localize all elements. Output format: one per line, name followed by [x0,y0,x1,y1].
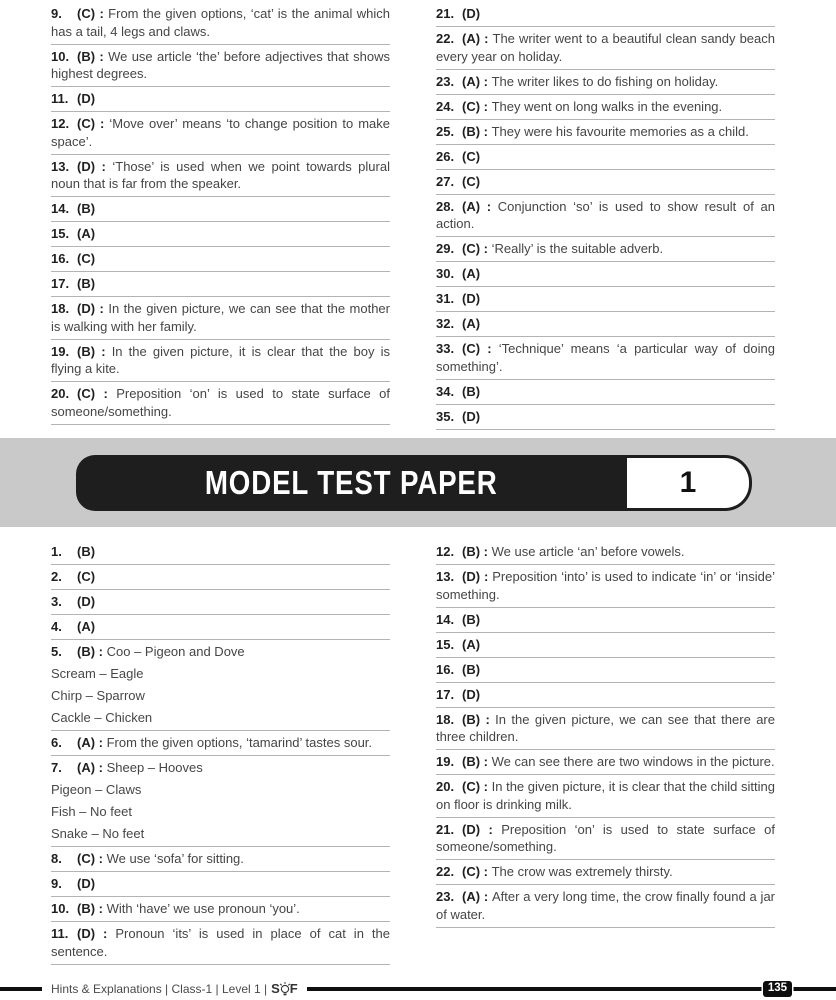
item-option: (C) [462,148,481,164]
item-number: 10. [51,48,70,64]
item-option: (A) [462,316,481,331]
answer-item [51,925,390,960]
answer-item [436,711,775,746]
item-number: 12. [51,116,70,131]
item-divider [436,94,775,95]
item-colon: : [480,889,492,904]
item-option: (C) [77,851,96,866]
item-divider [436,774,775,775]
item-text: ‘Those’ is used when we point towards plural noun that is far from the speaker. [51,158,390,191]
item-divider [436,632,775,633]
item-option: (B) [462,661,481,677]
answer-item [51,90,390,108]
item-colon: : [95,116,110,131]
item-option: (A) [462,636,481,652]
item-text: We use article ‘the’ before adjectives that shows highest degrees. [51,48,390,81]
answer-item [436,198,775,233]
item-option: (B) [77,343,96,359]
item-divider [436,69,775,70]
item-option: (C) [462,173,481,189]
answer-item [51,158,390,193]
item-number: 28. [436,198,455,214]
item-option: (D) [462,291,481,306]
item-option: (A) [77,735,96,750]
item-divider [51,589,390,590]
item-number: 23. [436,889,455,904]
item-number: 24. [436,98,455,114]
item-option: (B) [462,544,481,559]
item-text: With ‘have’ we use pronoun ‘you’. [106,901,300,916]
item-colon: : [480,73,492,89]
item-number: 9. [51,876,62,891]
item-colon: : [95,644,107,659]
bottom-left-column [51,543,390,968]
item-text: We use article ‘an’ before vowels. [491,544,685,559]
item-colon: : [480,779,492,794]
item-number: 7. [51,760,62,775]
item-divider [51,614,390,615]
item-divider [51,846,390,847]
bottom-answer-section [0,527,836,968]
answer-item [51,900,390,918]
item-divider [436,607,775,608]
banner-pill [76,455,752,511]
answer-item [436,661,775,679]
item-option: (C) [462,241,481,256]
item-option: (A) [77,226,96,241]
item-number: 18. [436,711,455,727]
item-option: (A) [77,760,96,775]
banner-title-area [76,455,627,511]
item-colon: : [480,711,496,727]
item-divider [51,44,390,45]
item-option: (C) [462,98,481,114]
item-colon: : [95,48,109,64]
answer-item [436,148,775,166]
item-number: 21. [436,6,455,21]
item-divider [436,261,775,262]
item-text: They were his favourite memories as a child. [491,123,749,139]
item-colon: : [95,343,112,359]
item-colon: : [480,754,492,769]
banner-number: 1 [679,465,697,499]
footer-rule-right [307,982,836,994]
item-text: They went on long walks in the evening. [491,98,723,114]
item-option: (A) [462,31,481,46]
item-number: 17. [51,276,70,291]
item-colon: : [95,158,113,174]
answer-item [51,593,390,611]
item-number: 1. [51,544,62,559]
answer-item [436,778,775,813]
answer-item [51,5,390,40]
item-number: 17. [436,686,455,702]
answer-item [436,408,775,426]
answer-item [436,240,775,258]
answer-item [436,753,775,771]
item-option: (A) [462,73,481,89]
item-option: (D) [462,686,481,702]
item-number: 8. [51,851,62,866]
item-option: (C) [77,569,96,584]
item-colon: : [480,123,492,139]
item-colon: : [480,864,492,879]
item-number: 35. [436,408,455,424]
item-number: 23. [436,73,455,89]
item-option: (C) [77,386,96,401]
item-text: Preposition ‘on’ is used to state surface of someone/something. [436,821,775,854]
item-text: Conjunction ‘so’ is used to show result of an action. [436,198,775,231]
item-option: (B) [462,123,481,139]
item-subline: Chirp – Sparrow [51,688,145,703]
item-option: (D) [77,158,96,174]
item-option: (D) [77,91,96,106]
answer-item [436,5,775,23]
item-colon: : [95,301,109,316]
answer-item [436,821,775,856]
item-divider [436,749,775,750]
item-divider [51,424,390,425]
item-number: 4. [51,619,62,634]
item-divider [51,196,390,197]
item-divider [51,639,390,640]
answer-item [51,568,390,586]
sof-logo [271,981,298,996]
item-option: (D) [77,301,96,316]
item-option: (A) [462,198,481,214]
item-colon: : [480,569,493,584]
item-divider [51,381,390,382]
item-divider [436,119,775,120]
answer-item [436,98,775,116]
sof-logo-s: S [271,981,280,996]
answer-item [51,200,390,218]
item-text: In the given picture, it is clear that the child sitting on floor is drinking milk. [436,779,775,812]
top-answer-section [0,0,836,438]
item-divider [436,564,775,565]
item-colon: : [480,241,492,256]
item-number: 12. [436,544,455,559]
item-colon: : [95,926,116,941]
page-number: 135 [767,982,787,994]
item-divider [436,884,775,885]
item-number: 33. [436,341,455,356]
item-option: (C) [462,864,481,879]
item-divider [51,296,390,297]
item-number: 19. [436,754,455,769]
item-divider [51,896,390,897]
item-option: (D) [462,821,481,837]
item-option: (B) [462,383,481,399]
item-subline: Snake – No feet [51,826,145,841]
answer-item [436,340,775,375]
item-divider [51,564,390,565]
item-divider [436,429,775,430]
item-number: 15. [436,636,455,652]
item-option: (A) [462,889,481,904]
item-colon: : [480,98,492,114]
item-divider [51,154,390,155]
item-divider [51,755,390,756]
item-colon: : [480,31,493,46]
item-option: (B) [77,544,96,559]
banner-title: MODEL TEST PAPER [205,463,498,501]
item-divider [51,964,390,965]
item-colon: : [95,6,109,21]
item-text: We use ‘sofa’ for sitting. [106,851,244,866]
item-number: 30. [436,266,455,281]
answer-item [51,875,390,893]
item-divider [436,817,775,818]
item-number: 6. [51,735,62,750]
item-text: From the given options, ‘tamarind’ tastes sour. [106,735,373,750]
item-text: Sheep – Hooves [106,760,203,775]
item-number: 14. [51,201,70,216]
answer-item [436,383,775,401]
item-number: 21. [436,821,455,837]
item-text: ‘Really’ is the suitable adverb. [491,241,664,256]
answer-item [51,48,390,83]
item-divider [436,144,775,145]
item-number: 34. [436,383,455,399]
item-text: Pronoun ‘its’ is used in place of cat in the sentence. [51,926,390,959]
item-number: 10. [51,901,70,916]
item-number: 13. [436,569,455,584]
answer-item [436,173,775,191]
item-number: 2. [51,569,62,584]
item-option: (B) [462,754,481,769]
sof-logo-f: F [289,981,298,996]
item-divider [436,26,775,27]
item-option: (A) [77,619,96,634]
item-colon: : [480,198,498,214]
answer-item [436,686,775,704]
item-divider [436,336,775,337]
item-text: The writer went to a beautiful clean sandy beach every year on holiday. [436,31,775,64]
item-number: 11. [51,91,69,106]
item-number: 20. [51,386,70,401]
answer-item [51,385,390,420]
item-divider [51,221,390,222]
item-option: (B) [77,201,96,216]
answer-item [51,759,390,843]
item-subline: Fish – No feet [51,804,132,819]
page-footer [0,981,836,996]
answer-item [51,343,390,378]
item-option: (B) [77,48,96,64]
item-number: 20. [436,779,455,794]
item-text: In the given picture, it is clear that the boy is flying a kite. [51,343,390,376]
item-number: 16. [51,251,70,266]
item-divider [51,271,390,272]
item-text: In the given picture, we can see that the mother is walking with her family. [51,301,390,334]
item-divider [51,339,390,340]
item-divider [436,657,775,658]
item-divider [51,921,390,922]
item-colon: : [480,821,502,837]
answer-item [51,543,390,561]
item-divider [51,246,390,247]
item-colon: : [480,544,492,559]
answer-item [436,73,775,91]
item-divider [51,871,390,872]
answer-item [51,115,390,150]
item-number: 26. [436,148,455,164]
item-divider [436,707,775,708]
item-number: 9. [51,6,62,21]
answer-item [51,618,390,636]
footer-rule-left [0,987,42,991]
item-colon: : [95,735,107,750]
item-number: 29. [436,241,455,256]
item-text: ‘Move over’ means ‘to change position to make space’. [51,116,390,149]
item-option: (B) [462,611,481,627]
item-text: The writer likes to do fishing on holiday. [491,73,719,89]
answer-item [436,123,775,141]
answer-item [436,30,775,65]
item-text: In the given picture, we can see that there are three children. [436,711,775,744]
item-colon: : [480,341,499,356]
item-text: After a very long time, the crow finally found a jar of water. [436,889,776,922]
item-option: (D) [462,6,481,21]
answer-item [436,636,775,654]
item-number: 25. [436,123,455,139]
item-divider [51,86,390,87]
item-divider [436,379,775,380]
answer-item [436,265,775,283]
answer-item [436,543,775,561]
footer-breadcrumb [42,981,307,996]
item-number: 22. [436,31,455,46]
item-text: From the given options, ‘cat’ is the animal which has a tail, 4 legs and claws. [51,6,390,39]
item-option: (D) [77,926,96,941]
item-option: (A) [462,266,481,281]
model-test-paper-banner [0,438,836,527]
item-divider [436,286,775,287]
item-text: ‘Technique’ means ‘a particular way of doing something’. [436,341,775,374]
item-number: 14. [436,611,455,627]
item-text: The crow was extremely thirsty. [491,864,673,879]
item-number: 27. [436,173,455,189]
answer-item [51,225,390,243]
item-number: 31. [436,291,455,306]
item-option: (D) [462,408,481,424]
item-colon: : [95,851,107,866]
answer-item [51,643,390,727]
bottom-right-column [436,543,775,968]
item-colon: : [95,760,107,775]
item-option: (D) [77,876,96,891]
item-number: 19. [51,343,70,359]
answer-item [51,300,390,335]
item-option: (D) [77,594,96,609]
top-left-column [51,5,390,438]
item-colon: : [95,901,107,916]
item-option: (C) [462,779,481,794]
item-colon: : [95,386,117,401]
item-option: (C) [77,116,96,131]
item-option: (B) [77,901,96,916]
answer-item [436,290,775,308]
item-subline: Cackle – Chicken [51,710,153,725]
answer-item [436,888,775,923]
item-number: 18. [51,301,70,316]
item-number: 16. [436,661,455,677]
item-divider [51,111,390,112]
answer-item [51,850,390,868]
item-text: Preposition ‘into’ is used to indicate ‘in’ or ‘inside’ something. [436,569,775,602]
item-divider [436,404,775,405]
page-number-badge [763,981,792,997]
item-option: (B) [462,711,481,727]
item-option: (D) [462,569,481,584]
answer-item [436,315,775,333]
item-text: We can see there are two windows in the picture. [491,754,775,769]
item-number: 11. [51,926,69,941]
answer-item [436,568,775,603]
item-number: 22. [436,864,455,879]
answer-item [436,863,775,881]
item-text: Coo – Pigeon and Dove [106,644,245,659]
item-option: (B) [77,276,96,291]
item-option: (B) [77,644,96,659]
answer-item [51,250,390,268]
answer-item [436,611,775,629]
item-subline: Scream – Eagle [51,666,144,681]
footer-breadcrumb-text: Hints & Explanations | Class-1 | Level 1 | [51,981,268,996]
item-divider [436,236,775,237]
top-right-column [436,5,775,438]
item-subline: Pigeon – Claws [51,782,142,797]
item-divider [436,311,775,312]
answer-item [51,734,390,752]
item-option: (C) [77,251,96,266]
item-divider [436,859,775,860]
banner-number-area [627,455,752,511]
item-number: 5. [51,644,62,659]
item-number: 13. [51,158,70,174]
item-number: 3. [51,594,62,609]
item-divider [436,682,775,683]
item-number: 32. [436,316,455,331]
item-option: (C) [462,341,481,356]
item-divider [436,927,775,928]
item-text: Preposition ‘on’ is used to state surface of someone/something. [51,386,390,419]
item-divider [51,730,390,731]
item-number: 15. [51,226,70,241]
item-option: (C) [77,6,96,21]
item-divider [436,169,775,170]
item-divider [436,194,775,195]
answer-item [51,275,390,293]
